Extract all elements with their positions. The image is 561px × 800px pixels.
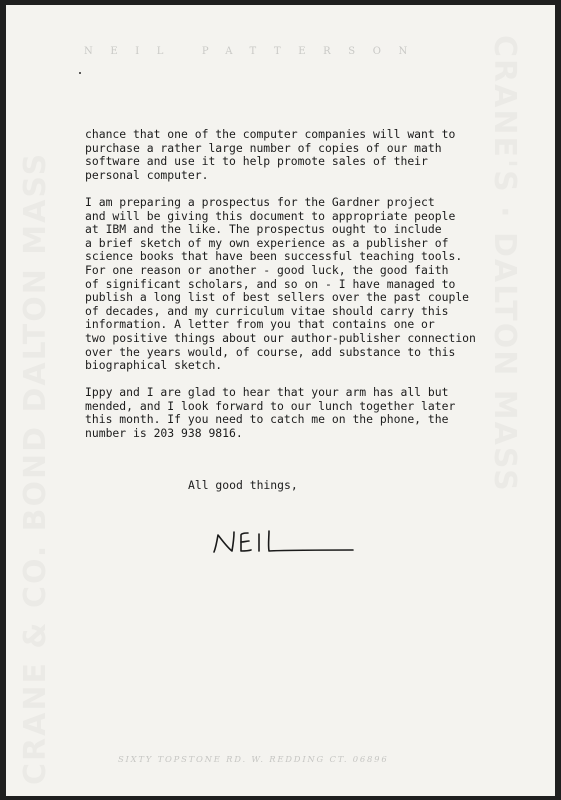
letter-body <box>85 128 525 454</box>
ink-dot <box>79 72 81 74</box>
handwritten-signature <box>210 523 360 557</box>
closing-line: All good things, <box>188 478 298 492</box>
paragraph: Ippy and I are glad to hear that your arm has all but mended, and I look forward to our lunch together later this month. If you need to catch me on the phone, the number is 203 938 9816. <box>85 385 456 441</box>
watermark-left <box>18 152 53 785</box>
paragraph: I am preparing a prospectus for the Gardner project and will be giving this document to appropriate people at IBM and the like. The prospectus ought to include a brief sketch of my own experience as a publisher of science books that have been successful teaching tools. For one reason or another - good luck, the good faith of significant scholars, and so on - I have managed to publish a long list of best sellers over the past couple of decades, and my curriculum vitae should carry this information. A letter from you that contains one or two positive things about our author-publisher connection over the years would, of course, add substance to this biographical sketch. <box>85 194 476 373</box>
paragraph: chance that one of the computer companies will want to purchase a rather large number of copies of our math software and use it to help promote sales of their personal computer. <box>85 127 456 182</box>
letterhead-address: SIXTY TOPSTONE RD. W. REDDING CT. 06896 <box>118 754 389 764</box>
letterhead-name: NEIL PATTERSON <box>84 46 425 57</box>
letter-page <box>6 5 555 796</box>
